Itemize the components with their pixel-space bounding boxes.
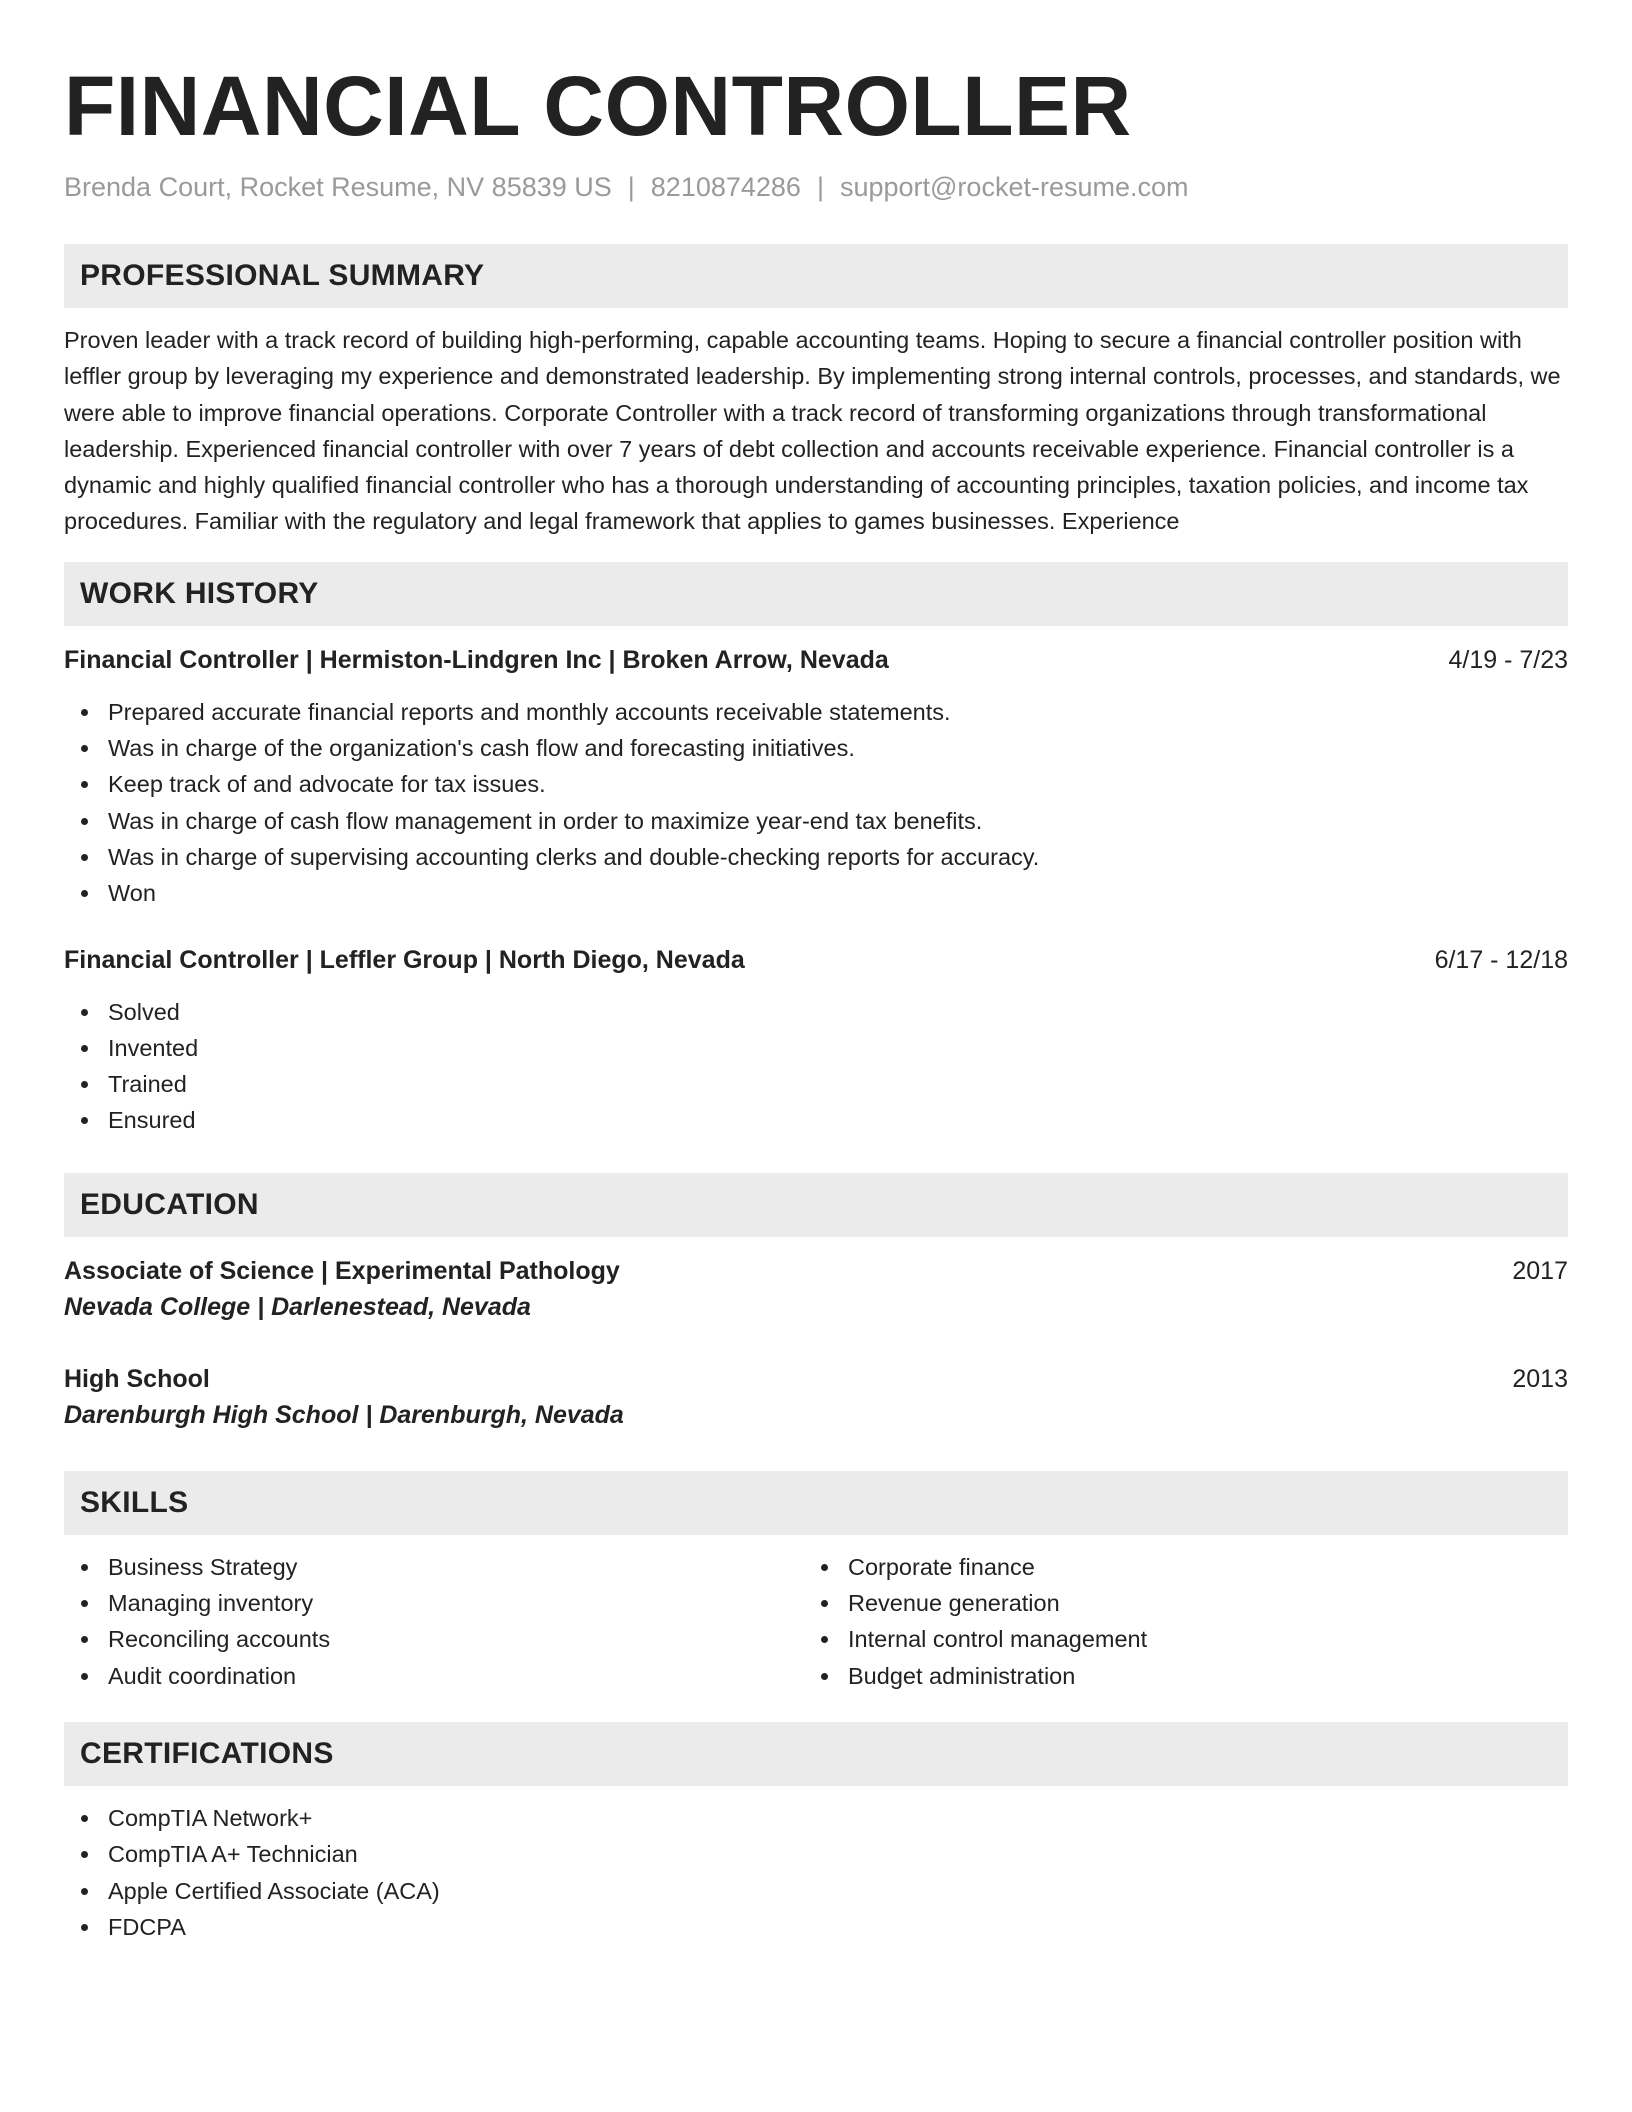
skill-item: Budget administration (804, 1658, 1544, 1694)
contact-email: support@rocket-resume.com (839, 172, 1189, 202)
certification-item: Apple Certified Associate (ACA) (64, 1873, 1568, 1909)
education-school: Nevada College | Darlenestead, Nevada (64, 1292, 531, 1321)
skill-item: Audit coordination (64, 1658, 804, 1694)
skills-grid (64, 1549, 1568, 1694)
contact-separator: | (816, 172, 824, 202)
job-title: Financial Controller | Hermiston-Lindgren Inc | Broken Arrow, Nevada (64, 645, 889, 674)
skills-section (64, 1471, 1568, 1694)
job-bullet: Trained (64, 1066, 1568, 1102)
job-bullet: Ensured (64, 1102, 1568, 1138)
contact-phone: 8210874286 (650, 172, 801, 202)
job-bullet: Invented (64, 1030, 1568, 1066)
job-bullet: Solved (64, 994, 1568, 1030)
job-header (64, 642, 1568, 678)
education-entry (64, 1253, 1568, 1325)
summary-text: Proven leader with a track record of building high-performing, capable accounting teams. Hoping to secure a financial controller position with leffler group by leveraging my experience and demonstrated leadership. By implementing strong internal controls, processes, and standards, we were able to improve financial operations. Corporate Controller with a track record of transforming organizations through transformational leadership. Experienced financial controller with over 7 years of debt collection and accounts receivable experience. Financial controller is a dynamic and highly qualified financial controller who has a thorough understanding of accounting principles, taxation policies, and income tax procedures. Familiar with the regulatory and legal framework that applies to games businesses. Experience (64, 327, 1561, 535)
job-bullets (64, 994, 1568, 1139)
education-section (64, 1173, 1568, 1433)
job-bullet: Keep track of and advocate for tax issues. (64, 766, 1568, 802)
job-bullet: Prepared accurate financial reports and monthly accounts receivable statements. (64, 694, 1568, 730)
job-bullet: Was in charge of supervising accounting clerks and double-checking reports for accuracy. (64, 839, 1568, 875)
certifications-section (64, 1722, 1568, 1945)
education-header (64, 1253, 1568, 1289)
summary-section (64, 244, 1568, 540)
skill-item: Business Strategy (64, 1549, 804, 1585)
education-school: Darenburgh High School | Darenburgh, Nevada (64, 1400, 624, 1429)
education-header (64, 1361, 1568, 1397)
job-header (64, 942, 1568, 978)
resume-header (64, 56, 1568, 204)
skill-item: Corporate finance (804, 1549, 1544, 1585)
skill-item: Reconciling accounts (64, 1621, 804, 1657)
skills-column-left (64, 1549, 804, 1694)
skill-item: Internal control management (804, 1621, 1544, 1657)
skill-item: Revenue generation (804, 1585, 1544, 1621)
job-title: Financial Controller | Leffler Group | North Diego, Nevada (64, 945, 745, 974)
job-dates: 4/19 - 7/23 (1448, 645, 1568, 674)
skills-column-right (804, 1549, 1544, 1694)
job-bullet: Won (64, 875, 1568, 911)
education-degree: High School (64, 1364, 210, 1393)
job-bullet: Was in charge of cash flow management in order to maximize year-end tax benefits. (64, 803, 1568, 839)
certification-item: CompTIA Network+ (64, 1800, 1568, 1836)
candidate-name: FINANCIAL CONTROLLER (64, 59, 1132, 153)
skill-item: Managing inventory (64, 1585, 804, 1621)
certification-item: FDCPA (64, 1909, 1568, 1945)
contact-address: Brenda Court, Rocket Resume, NV 85839 US (64, 172, 612, 202)
work-heading: WORK HISTORY (64, 562, 1568, 626)
education-entry (64, 1361, 1568, 1433)
education-degree: Associate of Science | Experimental Pathology (64, 1256, 620, 1285)
job-dates: 6/17 - 12/18 (1434, 945, 1568, 974)
job-entry (64, 642, 1568, 912)
summary-heading: PROFESSIONAL SUMMARY (64, 244, 1568, 308)
education-year: 2017 (1512, 1256, 1568, 1285)
education-year: 2013 (1512, 1364, 1568, 1393)
certification-item: CompTIA A+ Technician (64, 1836, 1568, 1872)
job-bullet: Was in charge of the organization's cash flow and forecasting initiatives. (64, 730, 1568, 766)
skills-heading: SKILLS (64, 1471, 1568, 1535)
certifications-heading: CERTIFICATIONS (64, 1722, 1568, 1786)
certifications-list (64, 1800, 1568, 1945)
education-heading: EDUCATION (64, 1173, 1568, 1237)
job-entry (64, 942, 1568, 1139)
contact-line (64, 170, 1568, 204)
job-bullets (64, 694, 1568, 912)
contact-separator: | (627, 172, 635, 202)
work-section (64, 562, 1568, 1139)
